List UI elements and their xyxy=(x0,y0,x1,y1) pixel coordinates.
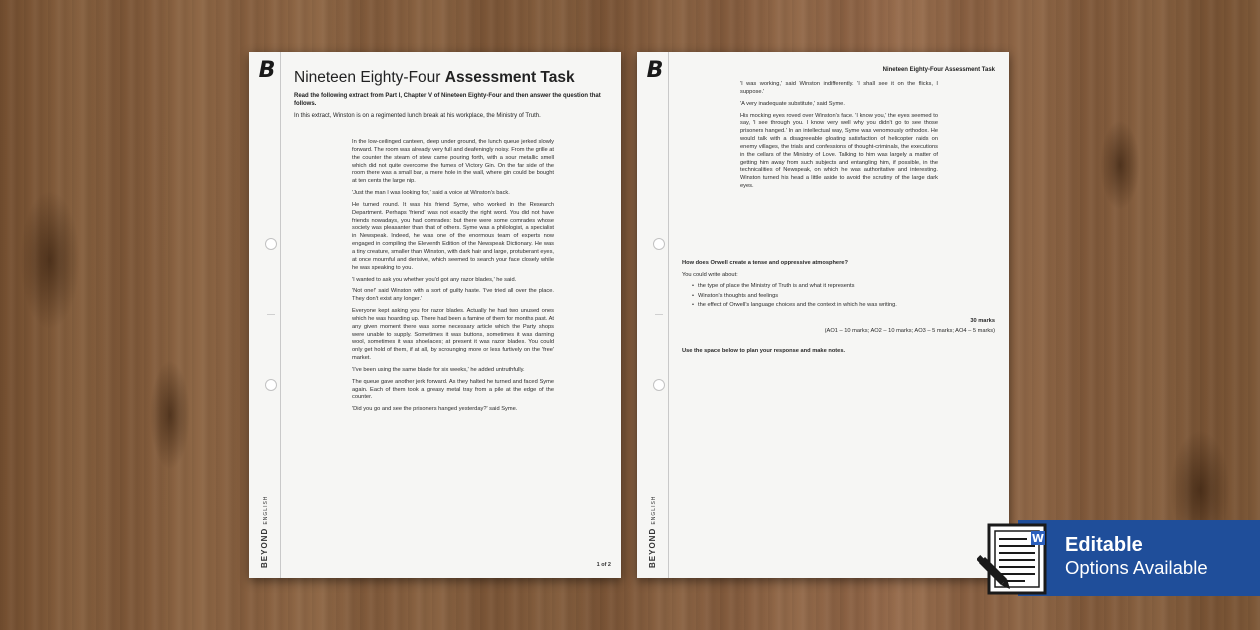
instruction-read: Read the following extract from Part I, Chapter V of Nineteen Eighty-Four and then answer the question that follows. xyxy=(294,93,601,107)
instruction-context: In this extract, Winston is on a regimented lunch break at his workplace, the Ministry of Truth. xyxy=(294,113,541,119)
question-prompt: You could write about: xyxy=(682,272,738,278)
page-title xyxy=(294,69,575,87)
brand-name: BEYOND xyxy=(260,527,269,568)
title-bold: Assessment Task xyxy=(444,69,575,86)
badge-text xyxy=(1065,534,1208,580)
extract-paragraph: 'A very inadequate substitute,' said Syme. xyxy=(740,100,845,107)
fold-mark xyxy=(267,314,275,315)
brand-sub: ENGLISH xyxy=(263,495,269,525)
extract-paragraph: 'Just the man I was looking for,' said a voice at Winston's back. xyxy=(352,190,510,197)
wood-knot xyxy=(1100,120,1140,210)
extract-paragraph: His mocking eyes roved over Winston's face. 'I know you,' the eyes seemed to say, 'I see through you. I know very well why you didn't go to see those prisoners hanged.' In an intellectual way, Syme was venomously orthodox. He would talk with a disagreeable gloating satisfaction of helicopter raids on enemy villages, the trials and confessions of thought-criminals, the executions in the cellars of the Ministry of Love. Talking to him was largely a matter of getting him away from such subjects and entangling him, if possible, in the technicalities of Newspeak, on which he was authoritative and interesting. Winston turned his head a little aside to avoid the scrutiny of the large dark eyes. xyxy=(740,112,938,190)
extract-text xyxy=(352,139,554,418)
wood-knot xyxy=(150,360,190,470)
punch-hole xyxy=(653,379,665,391)
page-header: Nineteen Eighty-Four Assessment Task xyxy=(882,67,995,73)
punch-hole xyxy=(265,379,277,391)
bullet-list xyxy=(699,282,999,311)
question: How does Orwell create a tense and oppressive atmosphere? xyxy=(682,260,848,266)
extract-paragraph: Everyone kept asking you for razor blades. Actually he had two unused ones which he was hoarding up. There had been a famine of them for months past. At any given moment there was some necessary article which the Party shops were unable to supply. Sometimes it was buttons, sometimes it was darning wool, sometimes it was shoelaces; at present it was razor blades. You could only get hold of them, if at all, by scrounging more or less furtively on the 'free' market. xyxy=(352,308,554,362)
fold-mark xyxy=(655,314,663,315)
brand-name: BEYOND xyxy=(648,527,657,568)
extract-paragraph: The queue gave another jerk forward. As they halted he turned and faced Syme again. Each of them took a greasy metal tray from a pile at the edge of the counter. xyxy=(352,378,554,401)
binding-margin-line xyxy=(280,52,281,578)
extract-paragraph: 'Not one!' said Winston with a sort of guilty haste. 'I've tried all over the place. They don't exist any longer.' xyxy=(352,288,554,303)
beyond-logo-icon: B xyxy=(258,58,276,83)
bullet-item: • the effect of Orwell's language choices and the context in which he was writing. xyxy=(699,301,999,311)
wood-knot xyxy=(20,190,80,330)
word-letter: W xyxy=(1031,532,1045,545)
punch-hole xyxy=(265,238,277,250)
binding-margin-line xyxy=(668,52,669,578)
extract-paragraph: 'I wanted to ask you whether you'd got any razor blades,' he said. xyxy=(352,276,517,283)
extract-paragraph: In the low-ceilinged canteen, deep under ground, the lunch queue jerked slowly forward. The room was already very full and deafeningly noisy. From the grille at the counter the steam of stew came pouring forth, with a sour metallic smell which did not quite overcome the fumes of Victory Gin. On the far side of the room there was a small bar, a mere hole in the wall, where gin could be bought at ten cents the large nip. xyxy=(352,139,554,185)
beyond-logo-icon: B xyxy=(646,58,664,83)
word-document-edit-icon xyxy=(977,521,1051,597)
editable-options-badge xyxy=(1018,520,1260,596)
extract-paragraph: He turned round. It was his friend Syme, who worked in the Research Department. Perhaps 'friend' was not exactly the right word. You did not have friends nowadays, you had comrades: but there were some comrades whose society was pleasanter than that of others. Syme was a philologist, a specialist in Newspeak. Indeed, he was one of the enormous team of experts now engaged in compiling the Eleventh Edition of the Newspeak Dictionary. He was a tiny creature, smaller than Winston, with dark hair and large, protuberant eyes, at once mournful and derisive, which seemed to search your face closely while he was speaking to you. xyxy=(352,201,555,271)
badge-title: Editable xyxy=(1065,534,1143,556)
worksheet-page-2 xyxy=(637,52,1009,578)
title-plain: Nineteen Eighty-Four xyxy=(294,69,445,86)
brand-vertical xyxy=(643,495,659,568)
bullet-item: • Winston's thoughts and feelings xyxy=(699,292,999,302)
planning-instruction: Use the space below to plan your response and make notes. xyxy=(682,348,846,354)
bullet-item: • the type of place the Ministry of Truth is and what it represents xyxy=(699,282,999,292)
extract-paragraph: 'Did you go and see the prisoners hanged yesterday?' said Syme. xyxy=(352,406,518,413)
extract-paragraph: 'I was working,' said Winston indifferently. 'I shall see it on the flicks, I suppose.' xyxy=(740,81,938,95)
extract-paragraph: 'I've been using the same blade for six weeks,' he added untruthfully. xyxy=(352,366,525,373)
marks-total: 30 marks xyxy=(970,318,995,324)
brand-sub: ENGLISH xyxy=(651,495,657,525)
marks-breakdown: (AO1 – 10 marks; AO2 – 10 marks; AO3 – 5 marks; AO4 – 5 marks) xyxy=(824,328,995,334)
worksheet-page-1 xyxy=(249,52,621,578)
punch-hole xyxy=(653,238,665,250)
brand-vertical xyxy=(255,495,271,568)
badge-subtitle: Options Available xyxy=(1065,557,1208,578)
extract-text-continued xyxy=(740,81,938,195)
page-number: 1 of 2 xyxy=(596,562,611,568)
